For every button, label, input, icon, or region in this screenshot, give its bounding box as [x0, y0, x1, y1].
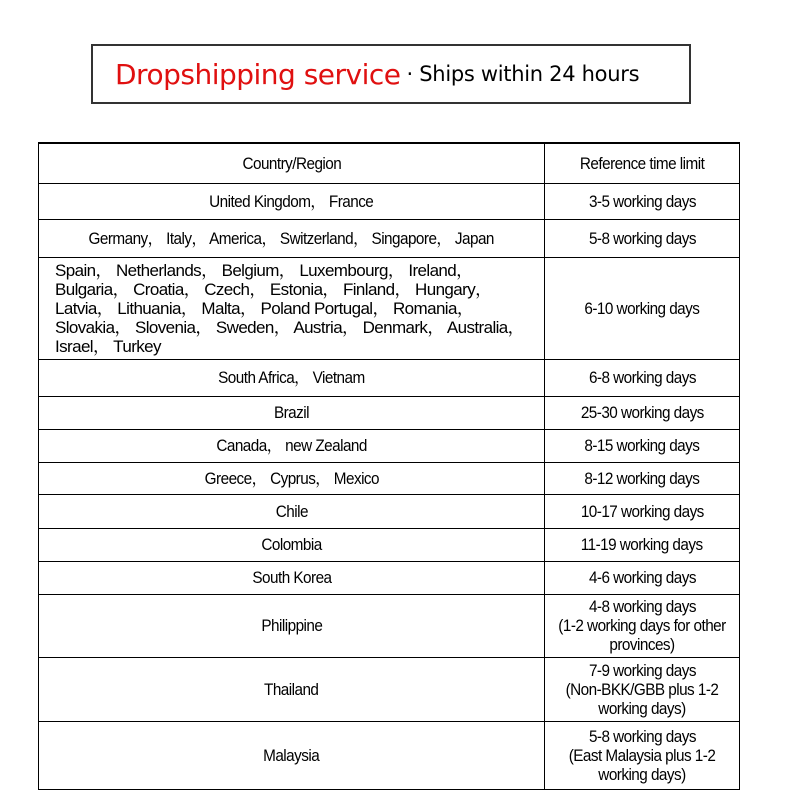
row-country: Colombia	[39, 528, 545, 561]
row-time	[545, 657, 740, 721]
row-country: Germany， Italy， America， Switzerland， Singapore， Japan	[39, 219, 545, 257]
header-time: Reference time limit	[545, 143, 740, 183]
table-row	[39, 429, 740, 462]
banner-subtitle: · Ships within 24 hours	[406, 62, 640, 86]
table-row	[39, 462, 740, 494]
row-country: Greece， Cyprus， Mexico	[39, 462, 545, 494]
row-time: 8-12 working days	[545, 462, 740, 494]
row-country: Malaysia	[39, 721, 545, 789]
table-row	[39, 561, 740, 594]
row-country: Spain， Netherlands， Belgium， Luxembourg， Ireland， Bulgaria， Croatia， Czech， Estonia， Finland， Hungary， Latvia， Lithuania， Malta， Poland Portugal， Romania， Slovakia， Slovenia， Sweden， Austria， Denmark， Australia， Israel， Turkey	[39, 257, 545, 359]
table-row	[39, 359, 740, 396]
title-banner	[91, 44, 691, 104]
row-country: United Kingdom， France	[39, 183, 545, 219]
row-time: 6-8 working days	[545, 359, 740, 396]
banner-title: Dropshipping service	[115, 57, 401, 91]
row-country: Philippine	[39, 594, 545, 657]
table-header-row	[39, 143, 740, 183]
row-time-main: 7-9 working days	[588, 660, 696, 680]
table-row	[39, 219, 740, 257]
shipping-time-table	[38, 142, 740, 790]
table-row	[39, 721, 740, 789]
table-row	[39, 257, 740, 359]
table-row	[39, 528, 740, 561]
row-time: 4-6 working days	[545, 561, 740, 594]
row-time-note: (1-2 working days for other provinces)	[558, 616, 726, 654]
row-time	[545, 721, 740, 789]
row-time	[545, 594, 740, 657]
row-time: 11-19 working days	[545, 528, 740, 561]
row-time: 5-8 working days	[545, 219, 740, 257]
row-time-note: (East Malaysia plus 1-2 working days)	[568, 745, 716, 784]
row-country: South Africa， Vietnam	[39, 359, 545, 396]
table-row	[39, 396, 740, 429]
row-time: 10-17 working days	[545, 494, 740, 528]
row-country: Canada， new Zealand	[39, 429, 545, 462]
row-country: South Korea	[39, 561, 545, 594]
table-row	[39, 657, 740, 721]
row-time: 6-10 working days	[545, 257, 740, 359]
row-time: 3-5 working days	[545, 183, 740, 219]
table-row	[39, 183, 740, 219]
header-country: Country/Region	[39, 143, 545, 183]
row-time-main: 5-8 working days	[588, 726, 696, 746]
table-row	[39, 494, 740, 528]
row-time-main: 4-8 working days	[588, 597, 696, 616]
row-country: Thailand	[39, 657, 545, 721]
table-row	[39, 594, 740, 657]
row-time: 8-15 working days	[545, 429, 740, 462]
row-time-note: (Non-BKK/GBB plus 1-2 working days)	[565, 679, 719, 718]
row-country: Chile	[39, 494, 545, 528]
row-country: Brazil	[39, 396, 545, 429]
row-time: 25-30 working days	[545, 396, 740, 429]
